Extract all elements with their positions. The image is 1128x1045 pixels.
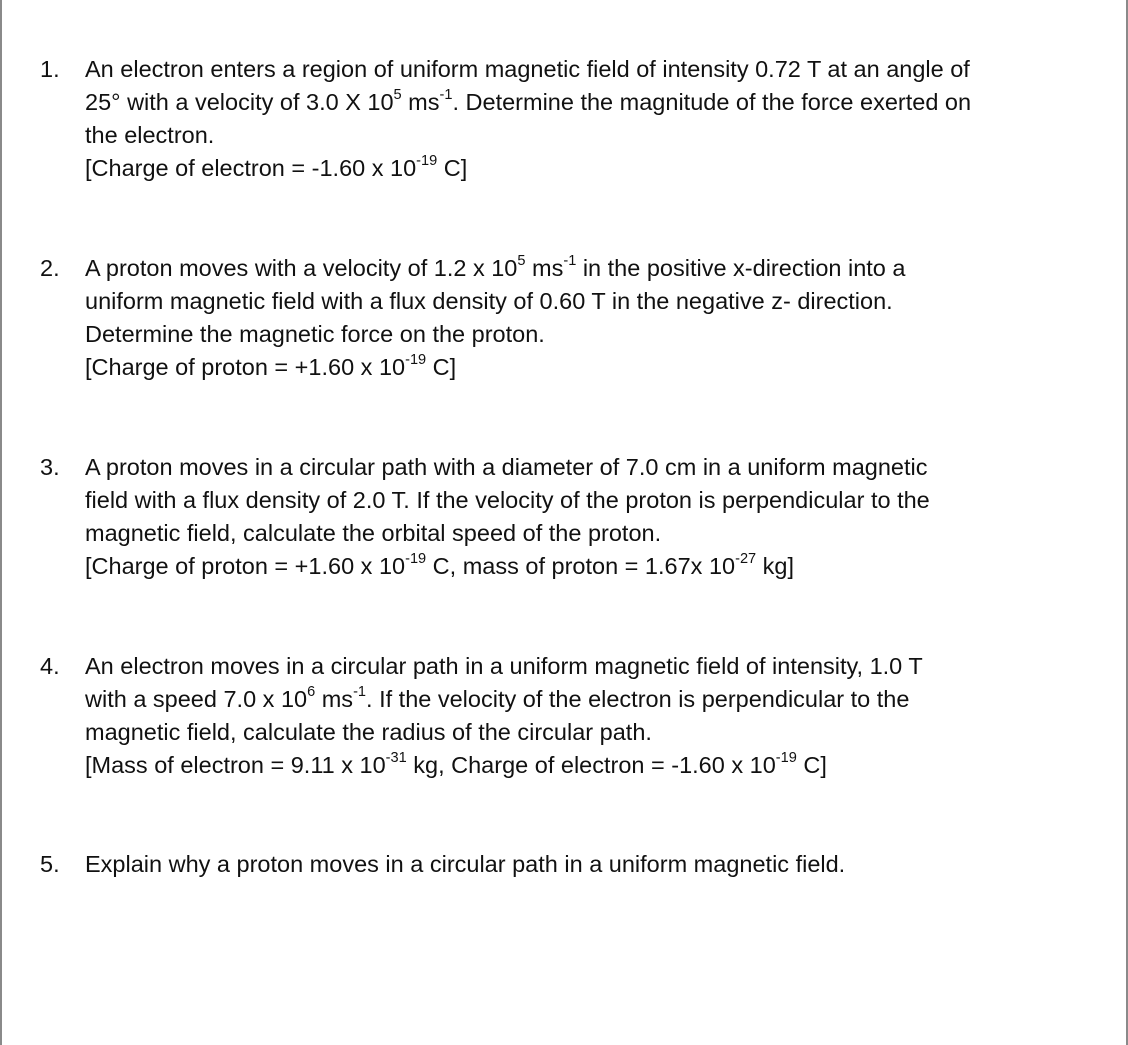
question-line: field with a flux density of 2.0 T. If the velocity of the proton is perpendicular to the [85, 487, 930, 513]
question-number: 5. [40, 851, 60, 877]
question-constants: [Charge of electron = -1.60 x $10^{-19}$ C] [85, 153, 468, 181]
question-line: the electron. [85, 122, 215, 148]
question-line: magnetic field, calculate the orbital speed of the proton. [85, 520, 662, 546]
question-3 [40, 451, 1110, 583]
question-number: 1. [40, 56, 60, 82]
question-constants: [Charge of proton = +1.60 x $10^{-19}$ C, mass of proton = 1.67x $10^{-27}$ kg] [85, 551, 795, 579]
question-2 [40, 252, 1110, 384]
question-line: 25° with a velocity of 3.0 X $10^5$ $ms^{-1}$. Determine the magnitude of the force exerted on [85, 87, 972, 115]
question-number: 3. [40, 454, 60, 480]
question-constants: [Charge of proton = +1.60 x $10^{-19}$ C] [85, 352, 457, 380]
question-list [40, 53, 1110, 881]
question-4 [40, 650, 1110, 782]
question-line: An electron enters a region of uniform magnetic field of intensity 0.72 T at an angle of [85, 56, 970, 82]
question-line: Explain why a proton moves in a circular path in a uniform magnetic field. [85, 851, 846, 877]
question-5 [40, 848, 1110, 881]
question-constants: [Mass of electron = 9.11 x $10^{-31}$ kg, Charge of electron = -1.60 x $10^{-19}$ C] [85, 750, 827, 778]
question-number: 4. [40, 653, 60, 679]
question-line: A proton moves with a velocity of 1.2 x $10^5$ $ms^{-1}$ in the positive x-direction into a [85, 253, 906, 281]
question-line: magnetic field, calculate the radius of the circular path. [85, 719, 652, 745]
question-number: 2. [40, 255, 60, 281]
question-1 [40, 53, 1110, 185]
question-line: An electron moves in a circular path in a uniform magnetic field of intensity, 1.0 T [85, 653, 923, 679]
question-line: A proton moves in a circular path with a diameter of 7.0 cm in a uniform magnetic [85, 454, 928, 480]
question-line: Determine the magnetic force on the proton. [85, 321, 545, 347]
question-line: uniform magnetic field with a flux density of 0.60 T in the negative z- direction. [85, 288, 893, 314]
question-line: with a speed 7.0 x $10^6$ $ms^{-1}$. If the velocity of the electron is perpendicular to the [85, 684, 910, 712]
